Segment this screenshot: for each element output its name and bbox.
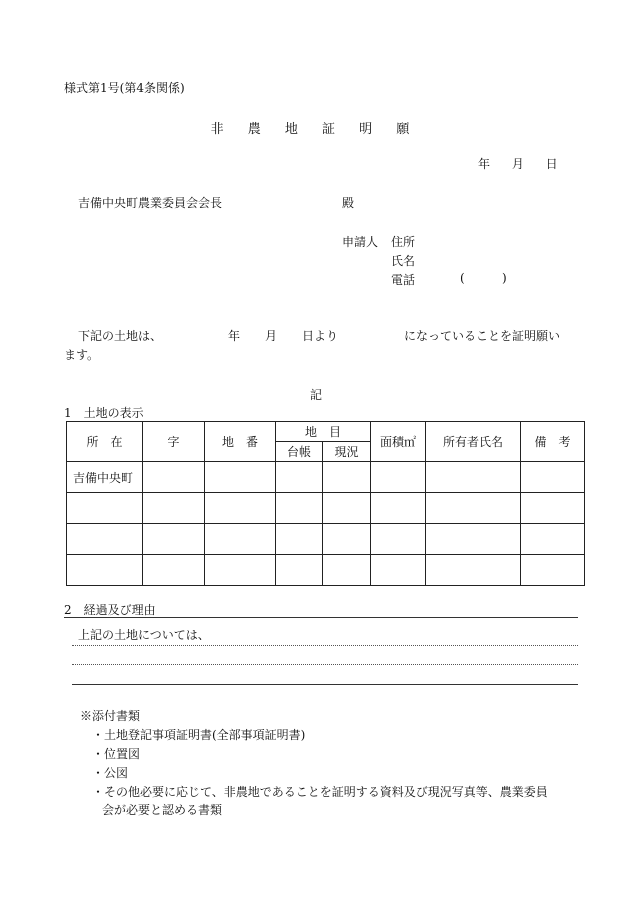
section2-title: 2 経過及び理由 [64, 603, 156, 617]
request-text-end: ます。 [64, 348, 100, 362]
header-owner: 所有者氏名 [426, 422, 521, 462]
cell-location[interactable]: 吉備中央町 [67, 462, 143, 493]
form-number: 様式第1号(第4条関係) [64, 81, 185, 95]
land-table [66, 421, 585, 586]
honorific: 殿 [342, 196, 355, 210]
section2-underline [64, 617, 578, 618]
request-year-label: 年 [228, 329, 241, 343]
reason-line-3[interactable] [72, 684, 578, 685]
header-remarks: 備 考 [521, 422, 585, 462]
cell-aza[interactable] [143, 462, 205, 493]
attachment-item-continuation: 会が必要と認める書類 [102, 803, 223, 817]
cell-genkyo[interactable] [323, 493, 371, 524]
request-text-middle: になっていることを証明願い [404, 329, 561, 343]
attachment-item: ・公図 [92, 766, 129, 780]
attachment-item: ・その他必要に応じて、非農地であることを証明する資料及び現況写真等、農業委員 [92, 785, 548, 799]
cell-location[interactable] [67, 555, 143, 586]
addressee: 吉備中央町農業委員会会長 [78, 196, 223, 210]
attachment-item: ・位置図 [92, 747, 141, 761]
cell-daicho[interactable] [276, 524, 323, 555]
cell-location[interactable] [67, 524, 143, 555]
cell-owner[interactable] [426, 493, 521, 524]
cell-remarks[interactable] [521, 555, 585, 586]
date-line: 年 月 日 [478, 157, 558, 171]
header-genkyo: 現況 [323, 442, 371, 462]
request-day-label: 日より [302, 329, 339, 343]
cell-daicho[interactable] [276, 493, 323, 524]
attachment-item: ・土地登記事項証明書(全部事項証明書) [92, 728, 306, 742]
cell-area[interactable] [371, 524, 426, 555]
cell-genkyo[interactable] [323, 462, 371, 493]
cell-area[interactable] [371, 462, 426, 493]
document-title: 非 農 地 証 明 願 [210, 122, 420, 137]
cell-chiban[interactable] [205, 524, 276, 555]
cell-aza[interactable] [143, 555, 205, 586]
name-label: 氏名 [391, 254, 416, 268]
cell-area[interactable] [371, 555, 426, 586]
cell-owner[interactable] [426, 462, 521, 493]
header-chiban: 地 番 [205, 422, 276, 462]
attachments-heading: ※添付書類 [80, 709, 141, 723]
cell-area[interactable] [371, 493, 426, 524]
cell-genkyo[interactable] [323, 555, 371, 586]
applicant-label: 申請人 [342, 235, 379, 249]
request-month-label: 月 [265, 329, 278, 343]
table-row [67, 524, 585, 555]
table-row [67, 462, 585, 493]
section1-title: 1 土地の表示 [64, 406, 144, 420]
phone-paren-close: ) [502, 271, 507, 285]
reason-line-1[interactable] [72, 645, 578, 646]
cell-daicho[interactable] [276, 462, 323, 493]
table-row [67, 493, 585, 524]
request-text-start: 下記の土地は、 [78, 329, 163, 343]
table-row [67, 555, 585, 586]
cell-owner[interactable] [426, 555, 521, 586]
header-aza: 字 [143, 422, 205, 462]
phone-label: 電話 [391, 273, 416, 287]
cell-chiban[interactable] [205, 493, 276, 524]
header-area: 面積㎡ [371, 422, 426, 462]
cell-remarks[interactable] [521, 462, 585, 493]
cell-chiban[interactable] [205, 555, 276, 586]
cell-remarks[interactable] [521, 524, 585, 555]
header-location: 所 在 [67, 422, 143, 462]
header-daicho: 台帳 [276, 442, 323, 462]
cell-remarks[interactable] [521, 493, 585, 524]
cell-daicho[interactable] [276, 555, 323, 586]
reason-text: 上記の土地については、 [78, 628, 210, 642]
cell-chiban[interactable] [205, 462, 276, 493]
reason-line-2[interactable] [72, 664, 578, 665]
header-chimoku: 地 目 [276, 422, 371, 442]
cell-aza[interactable] [143, 493, 205, 524]
ki-heading: 記 [310, 388, 323, 402]
phone-paren-open: ( [460, 271, 465, 285]
address-label: 住所 [391, 235, 416, 249]
cell-genkyo[interactable] [323, 524, 371, 555]
cell-location[interactable] [67, 493, 143, 524]
cell-owner[interactable] [426, 524, 521, 555]
cell-aza[interactable] [143, 524, 205, 555]
